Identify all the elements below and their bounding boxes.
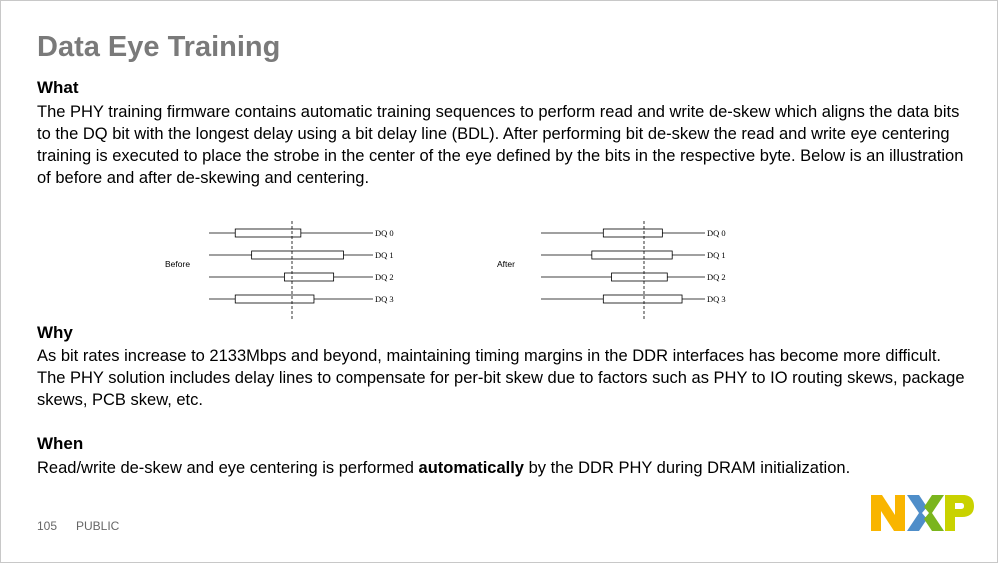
slide-title: Data Eye Training [37,31,281,63]
what-heading: What [37,78,79,97]
nxp-logo-n [871,495,905,531]
after-deskew-diagram [493,219,743,325]
diagram-side-label: After [497,259,515,269]
eye-window [592,251,672,259]
eye-window [235,295,314,303]
signal-label: DQ 3 [707,294,726,304]
when-text-end: by the DDR PHY during DRAM initialization. [524,459,851,477]
before-deskew-diagram [161,219,411,325]
when-paragraph [37,457,967,479]
nxp-logo-x-right [924,495,944,531]
signal-label: DQ 1 [375,250,394,260]
after-diagram-svg [493,219,743,325]
before-diagram-svg [161,219,411,325]
classification-label: PUBLIC [76,519,120,533]
nxp-logo-x-left [907,495,927,531]
signal-label: DQ 3 [375,294,394,304]
what-paragraph [37,101,967,189]
what-text: The PHY training firmware contains automatic training sequences to perform read and write de-skew which aligns the data bits to the DQ bit with the longest delay using a bit delay line (BDL). After performing bit de-skew the read and write eye centering training is executed to place the strobe in the center of the eye defined by the bits in the respective byte. Below is an illustration of before and after de-skewing and centering. [37,103,964,187]
signal-label: DQ 0 [707,228,726,238]
when-heading: When [37,434,84,453]
nxp-logo [869,493,975,533]
eye-window [235,229,301,237]
signal-label: DQ 0 [375,228,394,238]
signal-label: DQ 2 [707,272,726,282]
page-number: 105 [37,519,58,533]
when-text-bold: automatically [418,459,524,477]
diagram-side-label: Before [165,259,191,269]
why-heading: Why [37,323,73,342]
eye-window [603,295,682,303]
when-text [37,457,967,479]
signal-label: DQ 1 [707,250,726,260]
why-paragraph [37,345,967,411]
nxp-logo-icon [869,493,975,533]
when-text-start: Read/write de-skew and eye centering is performed [37,459,419,477]
eye-window [252,251,344,259]
why-text: As bit rates increase to 2133Mbps and beyond, maintaining timing margins in the DDR interfaces has become more difficult. The PHY solution includes delay lines to compensate for per-bit skew due to factors such as PHY to IO routing skews, package skews, PCB skew, etc. [37,347,965,409]
nxp-logo-p [945,495,974,531]
signal-label: DQ 2 [375,272,394,282]
eye-window [612,273,668,281]
eye-window [603,229,662,237]
